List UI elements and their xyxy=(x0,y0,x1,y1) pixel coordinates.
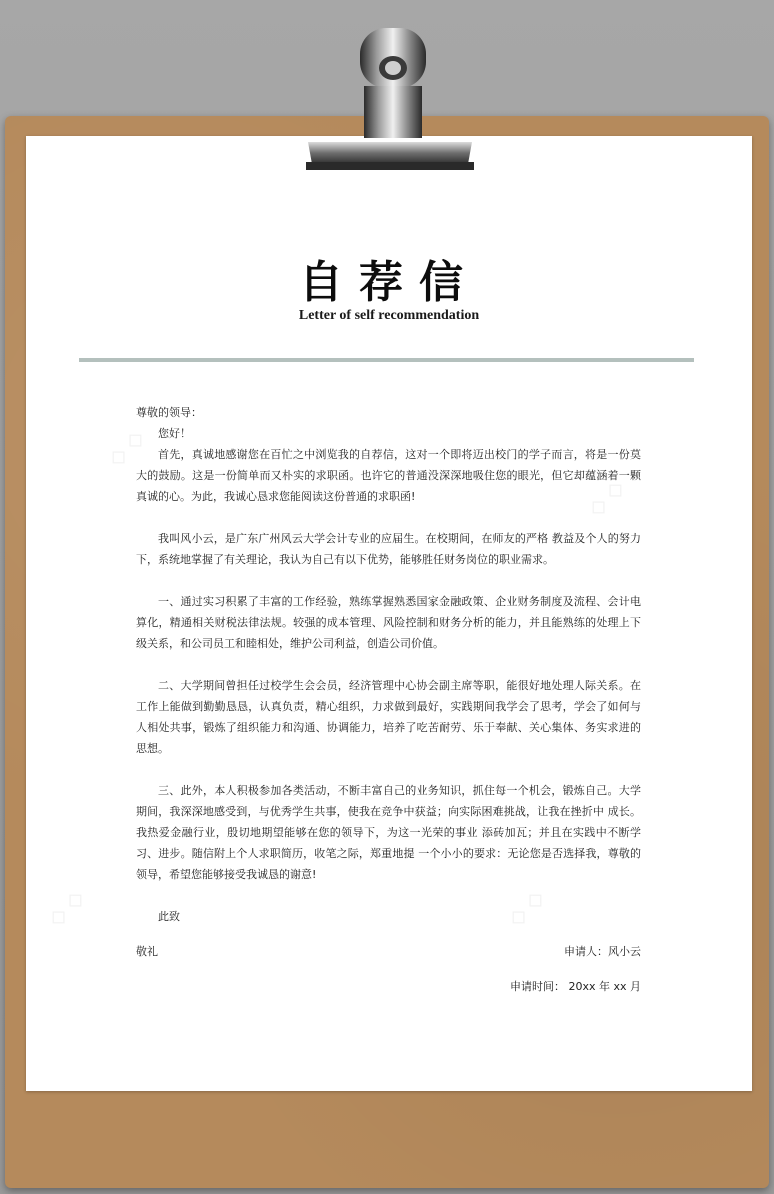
letter-paper xyxy=(26,136,752,1091)
hello: 您好！ xyxy=(158,427,191,440)
paragraph-point-2: 二、大学期间曾担任过校学生会会员，经济管理中心协会副主席等职，能很好地处理人际关系。在工作上能做到勤勤恳恳，认真负责，精心组织，力求做到最好，实践期间我学会了思考，学会了如何与人相处共事，锻炼了组织能力和沟通、协调能力，培养了吃苦耐劳、乐于奉献、关心集体、务实求进的思想。 xyxy=(136,679,641,755)
closing: 此致 xyxy=(158,910,180,923)
watermark: ◇ ◇ xyxy=(43,885,90,932)
date-row xyxy=(136,976,641,997)
paragraph-self: 我叫风小云，是广东广州风云大学会计专业的应届生。在校期间，在师友的严格 教益及个人的努力下，系统地掌握了有关理论，我认为自己有以下优势，能够胜任财务岗位的职业需求。 xyxy=(136,532,641,566)
paragraph-point-1: 一、通过实习积累了丰富的工作经验，熟练掌握熟悉国家金融政策、企业财务制度及流程、会计电算化，精通相关财税法律法规。较强的成本管理、风险控制和财务分析的能力，并且能熟练的处理上下级关系，和公司员工和睦相处，维护公司利益，创造公司价值。 xyxy=(136,595,641,650)
signature-row xyxy=(136,941,641,962)
paragraph-intro: 首先，真诚地感谢您在百忙之中浏览我的自荐信，这对一个即将迈出校门的学子而言，将是一份莫大的鼓励。这是一份简单而又朴实的求职函。也许它的普通没深深地吸住您的眼光，但它却蕴涵着一颗真诚的心。为此，我诚心恳求您能阅读这份普通的求职函! xyxy=(136,448,641,503)
binder-clip-icon xyxy=(300,24,480,184)
watermark: ◇ ◇ xyxy=(503,885,550,932)
applicant: 申请人：风小云 xyxy=(564,945,641,958)
watermark: ◇ ◇ xyxy=(583,475,630,522)
divider xyxy=(79,358,694,362)
paragraph-point-3: 三、此外，本人积极参加各类活动，不断丰富自己的业务知识，抓住每一个机会，锻炼自己。大学期间，我深深地感受到，与优秀学生共事，使我在竞争中获益；向实际困难挑战，让我在挫折中 成长。我热爱金融行业，殷切地期望能够在您的领导下，为这一光荣的事业 添砖加瓦；并且在实践中不断学习、进步。随信附上个人求职简历，收笔之际，郑重地提 一个小小的要求：无论您是否选择我，尊敬的领导，希望您能够接受我诚恳的谢意! xyxy=(136,784,641,881)
salute: 敬礼 xyxy=(136,945,158,958)
application-date: 申请时间： 20xx 年 xx 月 xyxy=(509,980,641,993)
greeting: 尊敬的领导： xyxy=(136,406,202,419)
letter-body xyxy=(136,402,641,997)
page-subtitle: Letter of self recommendation xyxy=(298,308,480,323)
watermark: ◇ ◇ xyxy=(103,425,150,472)
page-title: 自荐信 xyxy=(299,257,479,308)
